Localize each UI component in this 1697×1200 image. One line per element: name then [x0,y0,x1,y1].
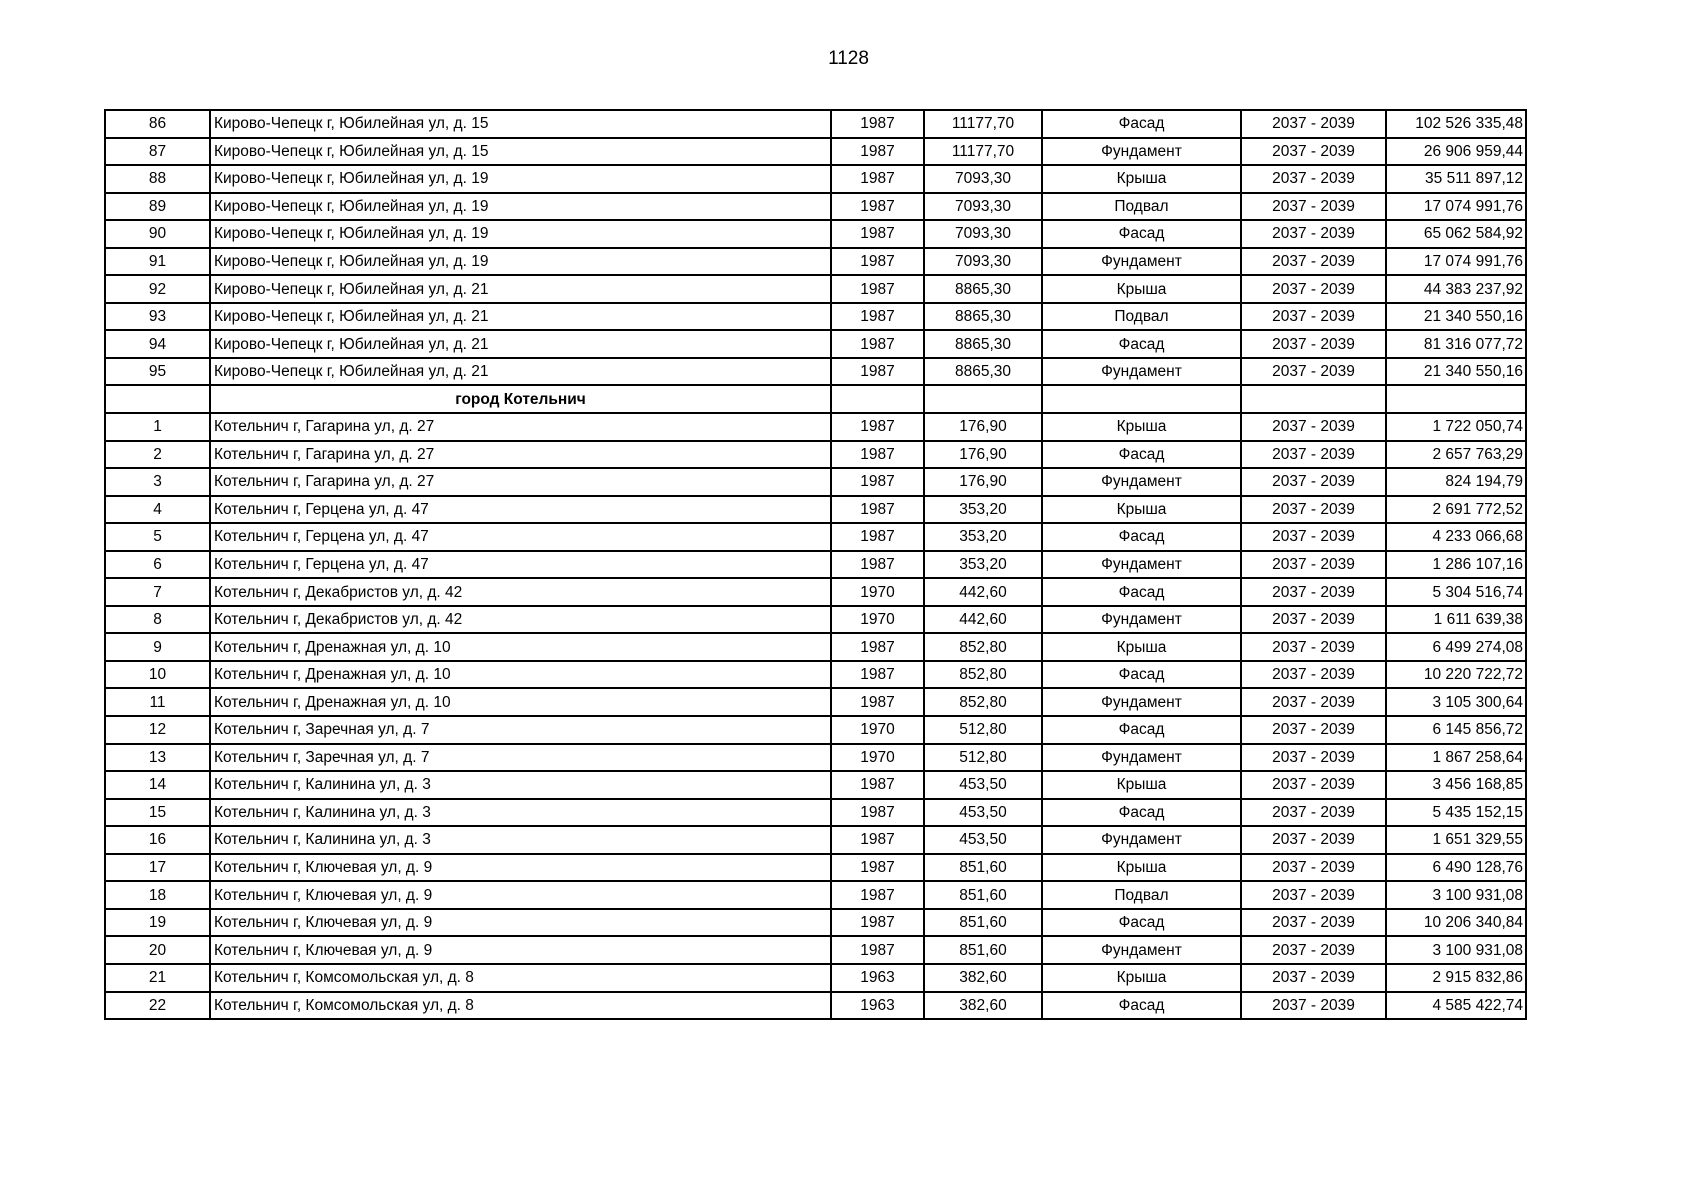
work-type-cell: Крыша [1042,854,1241,882]
period-cell: 2037 - 2039 [1241,716,1386,744]
table-row [105,909,1526,937]
table-row [105,606,1526,634]
year-cell: 1987 [831,661,924,689]
period-cell: 2037 - 2039 [1241,881,1386,909]
year-cell: 1987 [831,303,924,331]
work-type-cell: Фундамент [1042,826,1241,854]
table-row [105,771,1526,799]
table-row [105,716,1526,744]
section-title: город Котельнич [210,385,831,413]
address-cell: Кирово-Чепецк г, Юбилейная ул, д. 15 [210,110,831,138]
address-cell: Котельнич г, Заречная ул, д. 7 [210,744,831,772]
cost-cell: 6 145 856,72 [1386,716,1526,744]
table-row [105,413,1526,441]
empty-cell [831,385,924,413]
year-cell: 1963 [831,964,924,992]
period-cell: 2037 - 2039 [1241,992,1386,1020]
work-type-cell: Фасад [1042,909,1241,937]
year-cell: 1987 [831,193,924,221]
work-type-cell: Фундамент [1042,936,1241,964]
table-row [105,881,1526,909]
cost-cell: 10 206 340,84 [1386,909,1526,937]
row-number-cell: 12 [105,716,210,744]
address-cell: Котельнич г, Ключевая ул, д. 9 [210,881,831,909]
table-row [105,551,1526,579]
year-cell: 1987 [831,330,924,358]
period-cell: 2037 - 2039 [1241,441,1386,469]
period-cell: 2037 - 2039 [1241,744,1386,772]
row-number-cell: 14 [105,771,210,799]
area-cell: 851,60 [924,909,1042,937]
year-cell: 1970 [831,744,924,772]
work-type-cell: Крыша [1042,964,1241,992]
address-cell: Котельнич г, Дренажная ул, д. 10 [210,661,831,689]
cost-cell: 81 316 077,72 [1386,330,1526,358]
cost-cell: 17 074 991,76 [1386,248,1526,276]
area-cell: 852,80 [924,688,1042,716]
area-cell: 7093,30 [924,193,1042,221]
address-cell: Котельнич г, Комсомольская ул, д. 8 [210,992,831,1020]
row-number-cell: 86 [105,110,210,138]
work-type-cell: Крыша [1042,413,1241,441]
row-number-cell: 15 [105,799,210,827]
cost-cell: 10 220 722,72 [1386,661,1526,689]
row-number-cell: 13 [105,744,210,772]
row-number-cell: 95 [105,358,210,386]
cost-cell: 1 651 329,55 [1386,826,1526,854]
work-type-cell: Крыша [1042,771,1241,799]
row-number-cell: 8 [105,606,210,634]
row-number-cell: 93 [105,303,210,331]
year-cell: 1987 [831,496,924,524]
work-type-cell: Фундамент [1042,358,1241,386]
row-number-cell: 6 [105,551,210,579]
row-number-cell: 10 [105,661,210,689]
year-cell: 1987 [831,936,924,964]
address-cell: Котельнич г, Ключевая ул, д. 9 [210,936,831,964]
row-number-cell: 2 [105,441,210,469]
area-cell: 442,60 [924,578,1042,606]
address-cell: Котельнич г, Гагарина ул, д. 27 [210,441,831,469]
year-cell: 1970 [831,606,924,634]
period-cell: 2037 - 2039 [1241,413,1386,441]
work-type-cell: Фасад [1042,661,1241,689]
address-cell: Кирово-Чепецк г, Юбилейная ул, д. 19 [210,220,831,248]
work-type-cell: Фасад [1042,799,1241,827]
year-cell: 1963 [831,992,924,1020]
work-type-cell: Крыша [1042,275,1241,303]
period-cell: 2037 - 2039 [1241,578,1386,606]
year-cell: 1987 [831,441,924,469]
table-row [105,110,1526,138]
table-row [105,441,1526,469]
area-cell: 512,80 [924,744,1042,772]
table-row [105,193,1526,221]
work-type-cell: Фундамент [1042,138,1241,166]
period-cell: 2037 - 2039 [1241,523,1386,551]
area-cell: 453,50 [924,826,1042,854]
address-cell: Котельнич г, Калинина ул, д. 3 [210,799,831,827]
work-type-cell: Фундамент [1042,744,1241,772]
table-row [105,854,1526,882]
year-cell: 1987 [831,633,924,661]
table-row [105,220,1526,248]
table-row [105,661,1526,689]
area-cell: 176,90 [924,441,1042,469]
period-cell: 2037 - 2039 [1241,165,1386,193]
area-cell: 8865,30 [924,358,1042,386]
row-number-cell: 18 [105,881,210,909]
period-cell: 2037 - 2039 [1241,468,1386,496]
row-number-cell: 22 [105,992,210,1020]
address-cell: Котельнич г, Декабристов ул, д. 42 [210,606,831,634]
area-cell: 512,80 [924,716,1042,744]
address-cell: Кирово-Чепецк г, Юбилейная ул, д. 15 [210,138,831,166]
row-number-cell: 16 [105,826,210,854]
cost-cell: 3 100 931,08 [1386,881,1526,909]
cost-cell: 102 526 335,48 [1386,110,1526,138]
work-type-cell: Фасад [1042,523,1241,551]
row-number-cell: 94 [105,330,210,358]
row-number-cell: 7 [105,578,210,606]
area-cell: 7093,30 [924,220,1042,248]
period-cell: 2037 - 2039 [1241,661,1386,689]
table-row [105,358,1526,386]
table-row [105,633,1526,661]
address-cell: Котельнич г, Дренажная ул, д. 10 [210,633,831,661]
period-cell: 2037 - 2039 [1241,964,1386,992]
address-cell: Котельнич г, Ключевая ул, д. 9 [210,909,831,937]
area-cell: 851,60 [924,854,1042,882]
work-type-cell: Фасад [1042,330,1241,358]
work-type-cell: Фасад [1042,716,1241,744]
cost-cell: 3 456 168,85 [1386,771,1526,799]
area-cell: 382,60 [924,992,1042,1020]
table-body [105,110,1526,1019]
cost-cell: 5 435 152,15 [1386,799,1526,827]
section-header-row [105,385,1526,413]
row-number-cell: 91 [105,248,210,276]
period-cell: 2037 - 2039 [1241,248,1386,276]
area-cell: 852,80 [924,661,1042,689]
table-row [105,138,1526,166]
area-cell: 353,20 [924,551,1042,579]
work-type-cell: Фасад [1042,441,1241,469]
period-cell: 2037 - 2039 [1241,688,1386,716]
row-number-cell: 87 [105,138,210,166]
year-cell: 1987 [831,220,924,248]
cost-cell: 26 906 959,44 [1386,138,1526,166]
work-type-cell: Фундамент [1042,468,1241,496]
address-cell: Кирово-Чепецк г, Юбилейная ул, д. 19 [210,165,831,193]
period-cell: 2037 - 2039 [1241,826,1386,854]
empty-cell [105,385,210,413]
table-row [105,964,1526,992]
work-type-cell: Крыша [1042,165,1241,193]
year-cell: 1987 [831,799,924,827]
work-type-cell: Подвал [1042,881,1241,909]
work-type-cell: Крыша [1042,496,1241,524]
cost-cell: 6 499 274,08 [1386,633,1526,661]
work-type-cell: Крыша [1042,633,1241,661]
address-cell: Котельнич г, Герцена ул, д. 47 [210,523,831,551]
empty-cell [924,385,1042,413]
cost-cell: 44 383 237,92 [1386,275,1526,303]
table-row [105,992,1526,1020]
area-cell: 353,20 [924,523,1042,551]
table-row [105,248,1526,276]
year-cell: 1970 [831,578,924,606]
area-cell: 852,80 [924,633,1042,661]
address-cell: Котельнич г, Декабристов ул, д. 42 [210,578,831,606]
row-number-cell: 19 [105,909,210,937]
address-cell: Котельнич г, Герцена ул, д. 47 [210,496,831,524]
table-row [105,799,1526,827]
empty-cell [1241,385,1386,413]
period-cell: 2037 - 2039 [1241,633,1386,661]
period-cell: 2037 - 2039 [1241,606,1386,634]
period-cell: 2037 - 2039 [1241,936,1386,964]
area-cell: 11177,70 [924,110,1042,138]
address-cell: Котельнич г, Ключевая ул, д. 9 [210,854,831,882]
empty-cell [1042,385,1241,413]
row-number-cell: 21 [105,964,210,992]
area-cell: 8865,30 [924,330,1042,358]
cost-cell: 4 585 422,74 [1386,992,1526,1020]
work-type-cell: Фасад [1042,578,1241,606]
table-row [105,275,1526,303]
address-cell: Котельнич г, Заречная ул, д. 7 [210,716,831,744]
area-cell: 8865,30 [924,303,1042,331]
table-row [105,303,1526,331]
work-type-cell: Подвал [1042,193,1241,221]
cost-cell: 35 511 897,12 [1386,165,1526,193]
area-cell: 851,60 [924,881,1042,909]
cost-cell: 1 722 050,74 [1386,413,1526,441]
period-cell: 2037 - 2039 [1241,551,1386,579]
table-row [105,523,1526,551]
period-cell: 2037 - 2039 [1241,909,1386,937]
address-cell: Кирово-Чепецк г, Юбилейная ул, д. 19 [210,193,831,221]
period-cell: 2037 - 2039 [1241,799,1386,827]
cost-cell: 2 691 772,52 [1386,496,1526,524]
area-cell: 8865,30 [924,275,1042,303]
cost-cell: 2 657 763,29 [1386,441,1526,469]
table-row [105,826,1526,854]
row-number-cell: 3 [105,468,210,496]
work-type-cell: Фасад [1042,220,1241,248]
cost-cell: 824 194,79 [1386,468,1526,496]
repair-schedule-table [104,109,1527,1020]
area-cell: 851,60 [924,936,1042,964]
work-type-cell: Подвал [1042,303,1241,331]
address-cell: Кирово-Чепецк г, Юбилейная ул, д. 21 [210,275,831,303]
address-cell: Кирово-Чепецк г, Юбилейная ул, д. 19 [210,248,831,276]
row-number-cell: 89 [105,193,210,221]
work-type-cell: Фундамент [1042,248,1241,276]
year-cell: 1970 [831,716,924,744]
area-cell: 7093,30 [924,248,1042,276]
cost-cell: 3 105 300,64 [1386,688,1526,716]
work-type-cell: Фундамент [1042,606,1241,634]
year-cell: 1987 [831,826,924,854]
cost-cell: 1 286 107,16 [1386,551,1526,579]
row-number-cell: 90 [105,220,210,248]
period-cell: 2037 - 2039 [1241,138,1386,166]
year-cell: 1987 [831,551,924,579]
period-cell: 2037 - 2039 [1241,854,1386,882]
period-cell: 2037 - 2039 [1241,358,1386,386]
year-cell: 1987 [831,854,924,882]
period-cell: 2037 - 2039 [1241,220,1386,248]
page-number: 1128 [828,48,869,69]
area-cell: 453,50 [924,771,1042,799]
table-row [105,936,1526,964]
area-cell: 176,90 [924,413,1042,441]
area-cell: 453,50 [924,799,1042,827]
work-type-cell: Фундамент [1042,551,1241,579]
table-row [105,744,1526,772]
period-cell: 2037 - 2039 [1241,330,1386,358]
period-cell: 2037 - 2039 [1241,193,1386,221]
cost-cell: 1 867 258,64 [1386,744,1526,772]
address-cell: Котельнич г, Калинина ул, д. 3 [210,771,831,799]
table-row [105,496,1526,524]
cost-cell: 1 611 639,38 [1386,606,1526,634]
row-number-cell: 11 [105,688,210,716]
year-cell: 1987 [831,110,924,138]
year-cell: 1987 [831,358,924,386]
address-cell: Котельнич г, Герцена ул, д. 47 [210,551,831,579]
cost-cell: 21 340 550,16 [1386,303,1526,331]
cost-cell: 65 062 584,92 [1386,220,1526,248]
table-row [105,578,1526,606]
row-number-cell: 17 [105,854,210,882]
period-cell: 2037 - 2039 [1241,496,1386,524]
work-type-cell: Фасад [1042,992,1241,1020]
area-cell: 353,20 [924,496,1042,524]
row-number-cell: 88 [105,165,210,193]
year-cell: 1987 [831,909,924,937]
address-cell: Котельнич г, Дренажная ул, д. 10 [210,688,831,716]
table-row [105,330,1526,358]
address-cell: Котельнич г, Гагарина ул, д. 27 [210,468,831,496]
cost-cell: 21 340 550,16 [1386,358,1526,386]
cost-cell: 6 490 128,76 [1386,854,1526,882]
period-cell: 2037 - 2039 [1241,771,1386,799]
address-cell: Кирово-Чепецк г, Юбилейная ул, д. 21 [210,330,831,358]
period-cell: 2037 - 2039 [1241,110,1386,138]
year-cell: 1987 [831,523,924,551]
table-row [105,165,1526,193]
year-cell: 1987 [831,688,924,716]
address-cell: Котельнич г, Гагарина ул, д. 27 [210,413,831,441]
cost-cell: 5 304 516,74 [1386,578,1526,606]
period-cell: 2037 - 2039 [1241,303,1386,331]
year-cell: 1987 [831,275,924,303]
row-number-cell: 9 [105,633,210,661]
table-row [105,468,1526,496]
cost-cell: 3 100 931,08 [1386,936,1526,964]
cost-cell: 2 915 832,86 [1386,964,1526,992]
year-cell: 1987 [831,468,924,496]
address-cell: Кирово-Чепецк г, Юбилейная ул, д. 21 [210,358,831,386]
year-cell: 1987 [831,413,924,441]
area-cell: 11177,70 [924,138,1042,166]
row-number-cell: 92 [105,275,210,303]
year-cell: 1987 [831,138,924,166]
row-number-cell: 5 [105,523,210,551]
year-cell: 1987 [831,881,924,909]
row-number-cell: 1 [105,413,210,441]
area-cell: 7093,30 [924,165,1042,193]
row-number-cell: 4 [105,496,210,524]
table-row [105,688,1526,716]
year-cell: 1987 [831,248,924,276]
area-cell: 382,60 [924,964,1042,992]
address-cell: Котельнич г, Калинина ул, д. 3 [210,826,831,854]
area-cell: 176,90 [924,468,1042,496]
empty-cell [1386,385,1526,413]
work-type-cell: Фундамент [1042,688,1241,716]
area-cell: 442,60 [924,606,1042,634]
cost-cell: 4 233 066,68 [1386,523,1526,551]
cost-cell: 17 074 991,76 [1386,193,1526,221]
address-cell: Котельнич г, Комсомольская ул, д. 8 [210,964,831,992]
year-cell: 1987 [831,165,924,193]
address-cell: Кирово-Чепецк г, Юбилейная ул, д. 21 [210,303,831,331]
period-cell: 2037 - 2039 [1241,275,1386,303]
work-type-cell: Фасад [1042,110,1241,138]
row-number-cell: 20 [105,936,210,964]
year-cell: 1987 [831,771,924,799]
